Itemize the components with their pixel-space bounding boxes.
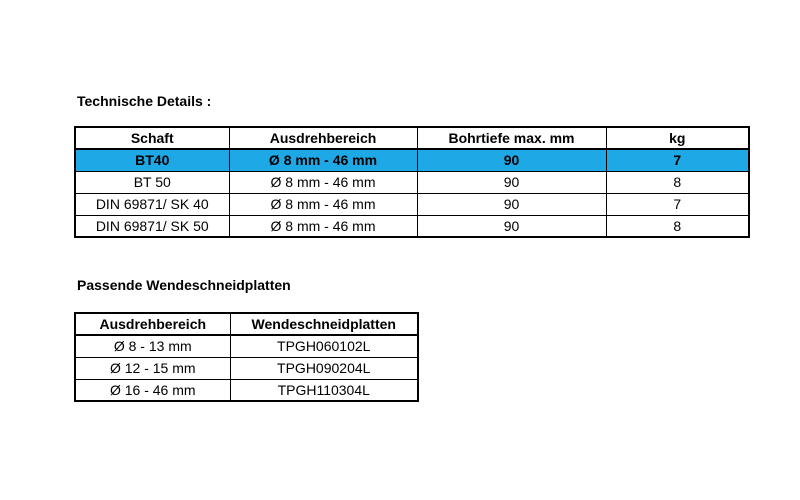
column-header-ausdrehbereich: Ausdrehbereich: [75, 313, 230, 335]
cell-ausdrehbereich: Ø 16 - 46 mm: [75, 379, 230, 401]
cell-wendeschneidplatte: TPGH060102L: [230, 335, 418, 357]
cell-wendeschneidplatte: TPGH110304L: [230, 379, 418, 401]
cell-ausdrehbereich: Ø 8 mm - 46 mm: [229, 171, 417, 193]
cell-kg: 7: [606, 193, 749, 215]
table-row: [75, 193, 749, 215]
cell-schaft: DIN 69871/ SK 40: [75, 193, 229, 215]
cell-kg: 8: [606, 171, 749, 193]
cell-bohrtiefe: 90: [417, 171, 606, 193]
table-row: [75, 357, 418, 379]
cell-ausdrehbereich: Ø 8 mm - 46 mm: [229, 193, 417, 215]
cell-schaft: BT 50: [75, 171, 229, 193]
cell-bohrtiefe: 90: [417, 193, 606, 215]
cell-ausdrehbereich: Ø 8 - 13 mm: [75, 335, 230, 357]
cell-wendeschneidplatte: TPGH090204L: [230, 357, 418, 379]
table-row: [75, 215, 749, 237]
table-header-row: [75, 313, 418, 335]
inserts-heading: Passende Wendeschneidplatten: [77, 277, 291, 293]
technical-details-heading: Technische Details :: [77, 93, 212, 109]
cell-schaft: BT40: [75, 149, 229, 171]
cell-bohrtiefe: 90: [417, 149, 606, 171]
cell-schaft: DIN 69871/ SK 50: [75, 215, 229, 237]
cell-ausdrehbereich: Ø 8 mm - 46 mm: [229, 215, 417, 237]
cell-ausdrehbereich: Ø 8 mm - 46 mm: [229, 149, 417, 171]
column-header-schaft: Schaft: [75, 127, 229, 149]
table-row: [75, 171, 749, 193]
table-row: [75, 379, 418, 401]
column-header-bohrtiefe: Bohrtiefe max. mm: [417, 127, 606, 149]
table-header-row: [75, 127, 749, 149]
cell-kg: 7: [606, 149, 749, 171]
inserts-table: [74, 312, 419, 402]
column-header-wendeschneidplatten: Wendeschneidplatten: [230, 313, 418, 335]
table-row: [75, 149, 749, 171]
table-row: [75, 335, 418, 357]
cell-kg: 8: [606, 215, 749, 237]
cell-ausdrehbereich: Ø 12 - 15 mm: [75, 357, 230, 379]
cell-bohrtiefe: 90: [417, 215, 606, 237]
column-header-kg: kg: [606, 127, 749, 149]
technical-details-table: [74, 126, 750, 238]
column-header-ausdrehbereich: Ausdrehbereich: [229, 127, 417, 149]
